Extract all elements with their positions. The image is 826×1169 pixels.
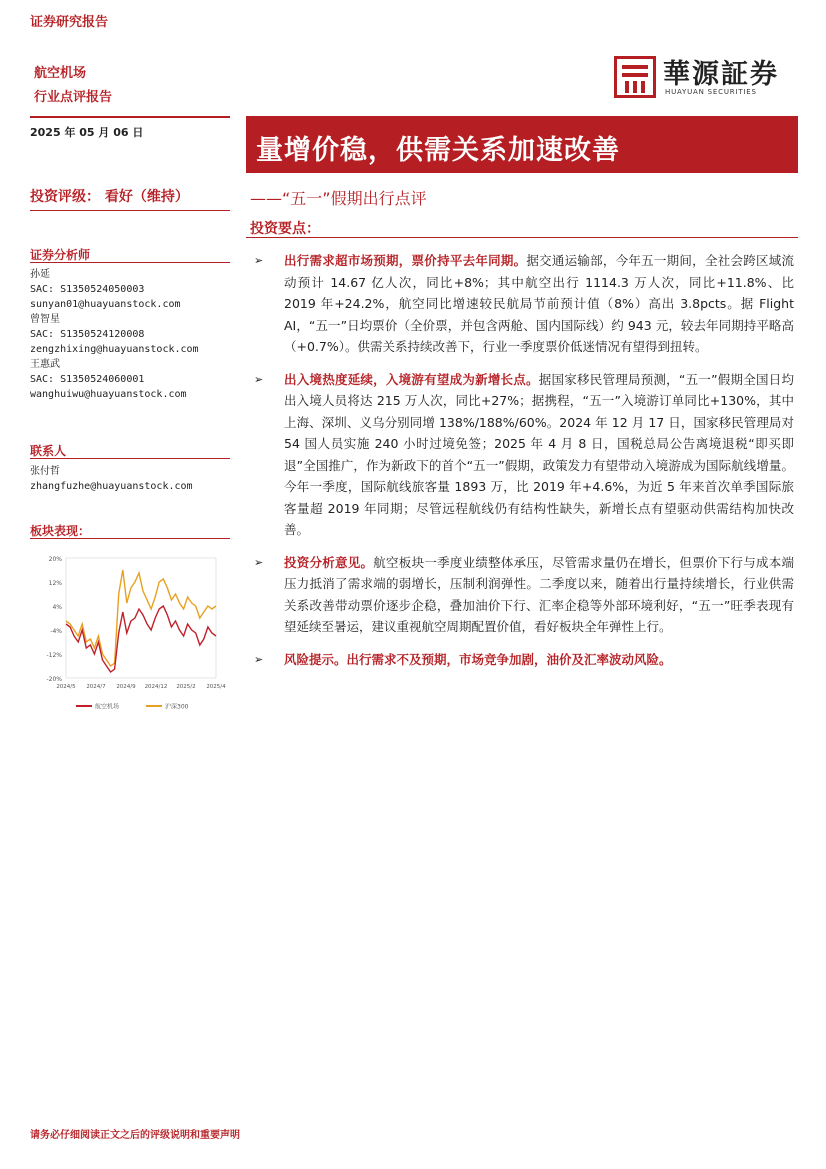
brand-name-cn: 華源証券 [663,59,779,90]
key-point-lead: 出入境热度延续，入境游有望成为新增长点。 [284,371,539,387]
y-tick-label: -12% [46,652,62,659]
key-points-header: 投资要点： [246,216,798,238]
industry-name: 航空机场 [34,66,87,81]
contact-email[interactable]: zhangfuzhe@huayuanstock.com [30,481,193,492]
y-tick-label: 20% [48,556,62,563]
analyst-sac: SAC: S1350524060001 [30,374,145,385]
key-point [254,649,794,671]
key-point-body: 据交通运输部，今年五一期间，全社会跨区域流动预计 14.67 亿人次，同比+8%；其中航空出行 1114.3 万人次，同比+11.8%、比 2019 年+24.2%，航空同比增速较民航局节前预计值（8%）高出 3.8pcts。据 Flight AI，“五一”日均票价（全价票，并包含两舱、国内国际线）约 943 元，较去年同期持平略高（+0.7%）。供需关系持续改善下，行业一季度票价低迷情况有望得到扭转。 [284,253,794,354]
divider [30,210,230,211]
plot-frame [66,558,216,678]
series-line [66,570,216,666]
key-point-lead: 风险提示。出行需求不及预期，市场竞争加剧，油价及汇率波动风险。 [284,651,672,667]
analyst-email[interactable]: wanghuiwu@huayuanstock.com [30,389,187,400]
divider [30,538,230,539]
arrow-bullet-icon: ➢ [254,555,264,569]
x-tick-label: 2025/4 [206,684,226,690]
key-point-body: 据国家移民管理局预测，“五一”假期全国日均出入境人员将达 215 万人次，同比+27%；据携程，“五一”入境游订单同比+130%，其中上海、深圳、义乌分别同增 138%/188%/60%。2024 年 12 月 17 日，国家移民管理局对 54 国人员实施 240 小时过境免签；2025 年 4 月 8 日，国税总局公告离境退税“即买即退”全国推广，作为新政下的首个“五一”假期，政策发力有望带动入境游成为国际航线增量。今年一季度，国际航线旅客量 1893 万，比 2019 年+4.6%，为近 5 年来首次单季国际旅客量超 2019 年同期；尽管远程航线仍有结构性缺失，新增长点有望驱动供需结构加快改善。 [284,371,794,537]
report-type-label: 证券研究报告 [30,15,109,30]
report-date: 2025 年 05 月 06 日 [30,126,144,139]
y-tick-label: -20% [46,676,62,683]
divider [30,116,230,118]
x-tick-label: 2024/5 [56,684,76,690]
y-tick-label: 4% [52,604,62,611]
investment-rating: 投资评级： 看好（维持） [30,189,189,205]
series-line [66,606,216,672]
arrow-bullet-icon: ➢ [254,254,264,267]
key-point-body: 航空板块一季度业绩整体承压，尽管需求量仍在增长，但票价下行与成本端压力抵消了需求端的弱增长，压制利润弹性。二季度以来，随着出行量持续增长，行业供需关系改善带动票价逐步企稳，叠加油价下行、汇率企稳等外部环境利好，“五一”旺季表现有望延续至暑运，建议重视航空周期配置价值，看好板块全年弹性上行。 [284,554,794,634]
chart-heading: 板块表现： [30,524,91,538]
contact-heading: 联系人 [30,444,67,458]
arrow-bullet-icon: ➢ [254,652,264,666]
analyst-email[interactable]: sunyan01@huayuanstock.com [30,299,181,310]
disclaimer-footer: 请务必仔细阅读正文之后的评级说明和重要声明 [30,1130,240,1141]
divider [30,262,230,263]
y-tick-label: -4% [50,628,62,635]
brand-name-en: HUAYUAN SECURITIES [665,88,757,96]
brand-logo-icon [614,56,656,98]
industry-block [34,62,112,110]
contact-info [30,464,193,494]
contact-name: 张付哲 [30,466,60,477]
analyst-list [30,267,199,402]
key-point-lead: 出行需求超市场预期，票价持平去年同期。 [284,253,527,268]
analyst-name: 孙延 [30,269,50,280]
key-point [254,552,794,638]
arrow-bullet-icon: ➢ [254,372,264,386]
analysts-heading: 证券分析师 [30,248,91,262]
x-tick-label: 2024/9 [116,684,136,690]
analyst-name: 曾智星 [30,314,60,325]
key-points-list [254,250,794,681]
legend-label: 沪深300 [165,703,189,711]
sector-performance-chart [36,548,226,718]
key-point-lead: 投资分析意见。 [284,554,374,570]
analyst-sac: SAC: S1350524050003 [30,284,145,295]
key-point [254,369,794,541]
report-title: 量增价稳，供需关系加速改善 [256,135,620,166]
analyst-sac: SAC: S1350524120008 [30,329,145,340]
key-point [254,250,794,358]
x-tick-label: 2025/2 [176,684,196,690]
divider [30,458,230,459]
x-tick-label: 2024/7 [86,684,106,690]
report-kind: 行业点评报告 [34,90,113,105]
x-tick-label: 2024/12 [144,684,168,690]
y-tick-label: 12% [48,580,62,587]
report-subtitle: ——“五一”假期出行点评 [250,189,427,208]
legend-label: 航空机场 [95,703,120,711]
analyst-name: 王惠武 [30,359,60,370]
analyst-email[interactable]: zengzhixing@huayuanstock.com [30,344,199,355]
